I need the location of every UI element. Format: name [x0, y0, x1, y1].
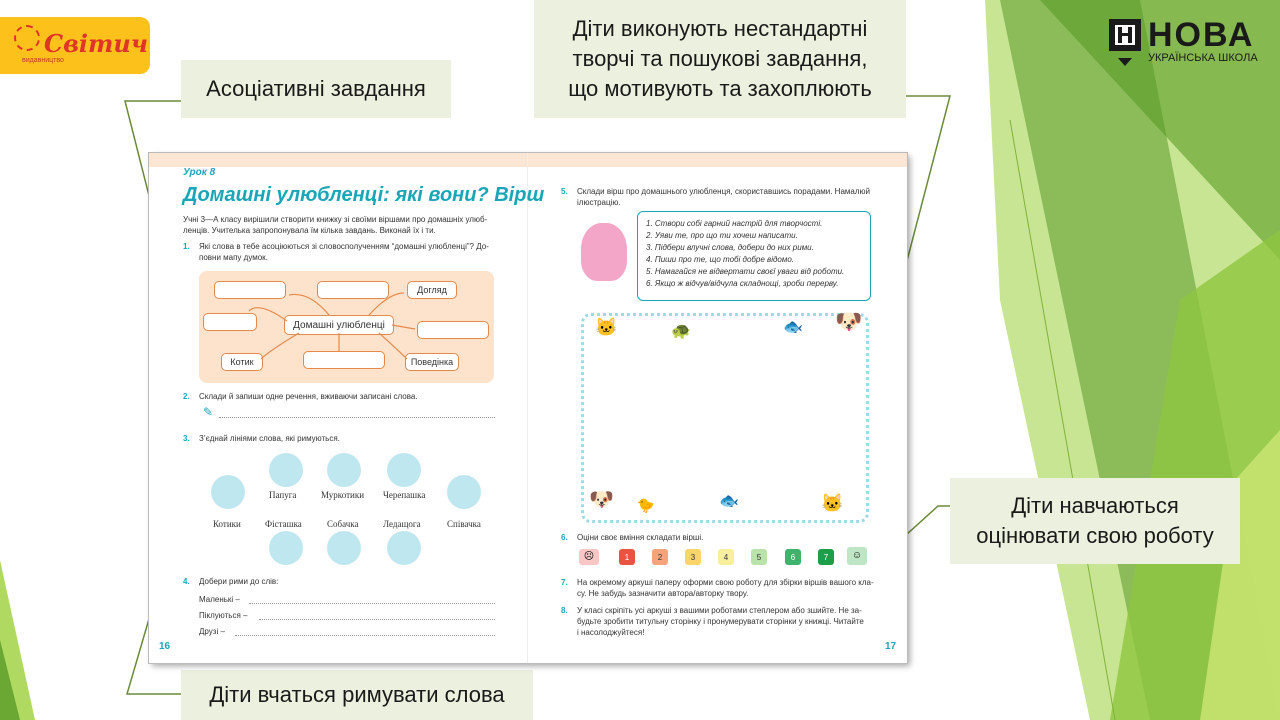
sun-icon	[14, 25, 40, 51]
intro-line1: Учні 3—А класу вирішили створити книжку зі своїми віршами про домашніх улюб-	[183, 215, 488, 224]
task7-line2: су. Не забудь зазначити автора/авторку твору.	[577, 589, 749, 598]
task3-text: З’єднай лініями слова, які римуються.	[199, 434, 340, 443]
callout-rhyme-text: Діти вчаться римувати слова	[209, 682, 505, 707]
map-arrows	[199, 271, 494, 383]
task2-number: 2.	[183, 392, 190, 401]
fish-icon: 🐟	[783, 319, 803, 336]
page-number-right: 17	[885, 641, 897, 652]
rating-option[interactable]: 1	[619, 549, 635, 565]
dog-icon: 🐶	[589, 489, 614, 511]
page-number-left: 16	[159, 641, 171, 652]
rhyme-word-top: Муркотики	[321, 490, 365, 500]
tip-item: 1. Створи собі гарний настрій для творчості.	[646, 219, 823, 228]
task7-number: 7.	[561, 578, 568, 587]
dog-picture	[327, 531, 361, 565]
task1-line2: повни мапу думок.	[199, 253, 268, 262]
elephant-illustration	[581, 223, 627, 281]
rating-option[interactable]: 5	[751, 549, 767, 565]
rhyme-answer-line[interactable]	[235, 635, 495, 636]
cats-picture	[327, 453, 361, 487]
rhyme-word-bottom: Фісташка	[265, 519, 302, 529]
callout-associative-text: Асоціативні завдання	[206, 76, 426, 101]
rating-option[interactable]: 6	[785, 549, 801, 565]
nova-logo-word: НОВА	[1148, 16, 1255, 54]
rhyme-answer-line[interactable]	[259, 619, 495, 620]
task6-number: 6.	[561, 533, 568, 542]
turtle-icon: 🐢	[671, 323, 691, 340]
callout-rhyme	[181, 670, 533, 720]
pencil-icon: ✎	[203, 405, 214, 419]
tips-box	[637, 211, 871, 301]
task5-line2: ілюстрацію.	[577, 198, 621, 207]
intro-line2: ленців. Учителька запропонувала їм кілька завдань. Виконай їх і ти.	[183, 226, 436, 235]
callout-associative	[181, 60, 451, 118]
callout-creative-line2: творчі та пошукові завдання,	[572, 46, 868, 71]
map-word-kitten: Котик	[221, 353, 263, 371]
publisher-logo-subtext: видавництво	[22, 57, 64, 64]
nova-emblem-icon	[1108, 18, 1142, 68]
tip-item: 6. Якщо ж відчув/відчула складнощі, зроби перерву.	[646, 279, 839, 288]
task5-line1: Склади вірш про домашнього улюбленця, скориставшись порадами. Намалюй	[577, 187, 870, 196]
bird-icon: 🐤	[637, 497, 655, 513]
happy-face-icon: ☺	[847, 547, 867, 565]
rhyme-word-bottom: Собачка	[327, 519, 359, 529]
rhyme-word-top: Котики	[213, 519, 241, 529]
task2-answer-line[interactable]	[219, 417, 495, 418]
singer-picture	[447, 475, 481, 509]
callout-evaluate-line2: оцінювати свою роботу	[976, 523, 1214, 548]
lesson-label: Урок 8	[183, 167, 216, 178]
callout-evaluate-line1: Діти навчаються	[1011, 493, 1179, 518]
dog-icon: 🐶	[835, 309, 863, 334]
turtle-picture	[387, 453, 421, 487]
rating-option[interactable]: 3	[685, 549, 701, 565]
task3-number: 3.	[183, 434, 190, 443]
lesson-title: Домашні улюбленці: які вони? Вірш	[183, 184, 545, 206]
publisher-logo-text: Світич	[44, 29, 148, 58]
willow-picture	[211, 475, 245, 509]
task8-line3: і насолоджуйтеся!	[577, 628, 645, 637]
task5-number: 5.	[561, 187, 568, 196]
fish-icon: 🐟	[719, 493, 739, 510]
rating-option[interactable]: 4	[718, 549, 734, 565]
task4-text: Добери рими до слів:	[199, 577, 279, 586]
tip-item: 3. Підбери влучні слова, добери до них рими.	[646, 243, 814, 252]
task1-number: 1.	[183, 242, 190, 251]
task2-text: Склади й запиши одне речення, вживаючи записані слова.	[199, 392, 418, 401]
publisher-logo	[0, 17, 150, 74]
top-decor-band	[149, 153, 907, 167]
page-divider	[527, 153, 528, 663]
rhyme-word-bottom: Ледащога	[383, 519, 421, 529]
tip-item: 4. Пиши про те, що тобі добре відомо.	[646, 255, 795, 264]
nova-logo-subtitle: УКРАЇНСЬКА ШКОЛА	[1148, 52, 1258, 64]
sad-face-icon: ☹	[579, 549, 599, 565]
rhyme-word-top: Співачка	[447, 519, 481, 529]
map-word-care: Догляд	[407, 281, 457, 299]
callout-creative-line3: що мотивують та захоплюють	[568, 76, 872, 101]
rating-option[interactable]: 2	[652, 549, 668, 565]
rating-option[interactable]: 7	[818, 549, 834, 565]
task8-number: 8.	[561, 606, 568, 615]
rhyme-answer-line[interactable]	[249, 603, 495, 604]
rhyme-line-label: Піклуються –	[199, 611, 248, 620]
map-word-behavior: Поведінка	[405, 353, 459, 371]
task1-line1: Які слова в тебе асоціюються зі словосполученням “домашні улюбленці”? До-	[199, 242, 489, 251]
rhyme-line-label: Маленькі –	[199, 595, 240, 604]
rhyme-word-top: Черепашка	[383, 490, 426, 500]
callout-creative	[534, 0, 906, 118]
tip-item: 2. Уяви те, про що ти хочеш написати.	[646, 231, 798, 240]
task8-line2: будьте зробити титульну сторінку і пронумерувати сторінки у книжці. Читайте	[577, 617, 864, 626]
parrot-picture	[269, 453, 303, 487]
pistachio-picture	[269, 531, 303, 565]
mind-map	[199, 271, 494, 383]
task8-line1: У класі скріпіть усі аркуші з вашими роботами степлером або зшийте. Не за-	[577, 606, 862, 615]
task6-text: Оціни своє вміння складати вірші.	[577, 533, 704, 542]
map-center: Домашні улюбленці	[284, 315, 394, 335]
callout-creative-line1: Діти виконують нестандартні	[572, 16, 868, 41]
lazy-picture	[387, 531, 421, 565]
rhyme-word-top: Папуга	[269, 490, 297, 500]
cat-icon: 🐱	[821, 493, 844, 513]
cat-icon: 🐱	[595, 317, 618, 337]
task4-number: 4.	[183, 577, 190, 586]
rhyme-line-label: Друзі –	[199, 627, 225, 636]
task7-line1: На окремому аркуші паперу оформи свою роботу для збірки віршів вашого кла-	[577, 578, 874, 587]
tip-item: 5. Намагайся не відвертати своєї уваги від роботи.	[646, 267, 845, 276]
callout-evaluate	[950, 478, 1240, 564]
textbook-spread	[149, 153, 907, 663]
